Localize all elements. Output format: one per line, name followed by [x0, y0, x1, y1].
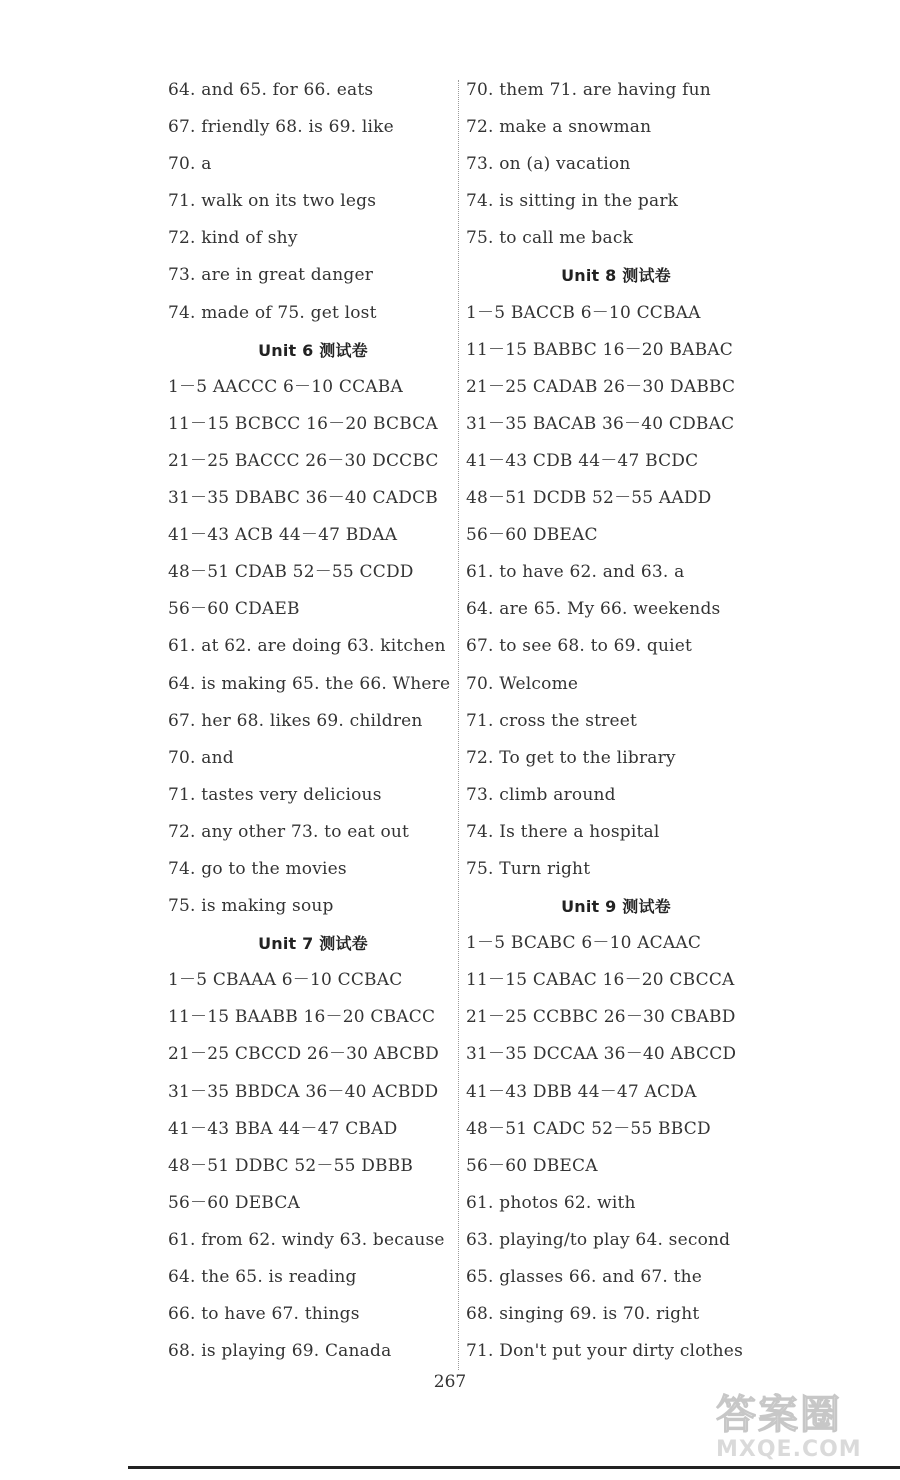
answer-line: 73. on (a) vacation — [466, 154, 631, 175]
answer-line: 75. is making soup — [168, 896, 334, 917]
answer-line: 11－15 CABAC 16－20 CBCCA — [466, 970, 735, 991]
answer-line: 67. friendly 68. is 69. like — [168, 117, 394, 138]
answer-line: 64. and 65. for 66. eats — [168, 80, 374, 100]
answer-line: 74. Is there a hospital — [466, 821, 660, 842]
answer-line: 73. are in great danger — [168, 265, 374, 286]
answer-line: 1－5 CBAAA 6－10 CCBAC — [168, 970, 403, 991]
answer-line: 68. singing 69. is 70. right — [466, 1304, 700, 1325]
answer-line: 64. the 65. is reading — [168, 1267, 357, 1287]
answer-line: 61. to have 62. and 63. a — [466, 562, 685, 583]
answer-line: 63. playing/to play 64. second — [466, 1229, 731, 1250]
answer-line: 73. climb around — [466, 784, 616, 805]
answer-line: 67. her 68. likes 69. children — [168, 710, 423, 731]
answer-line: 31－35 BACAB 36－40 CDBAC — [466, 413, 735, 434]
answer-line: 71. walk on its two legs — [168, 191, 377, 212]
answer-line: 67. to see 68. to 69. quiet — [466, 636, 693, 657]
watermark-top-text: 答案圈 — [716, 1392, 842, 1438]
answer-line: 41－43 BBA 44－47 CBAD — [168, 1118, 398, 1139]
answer-line: 75. Turn right — [466, 858, 591, 879]
answer-line: 74. made of 75. get lost — [168, 302, 377, 323]
answer-line: 41－43 ACB 44－47 BDAA — [168, 525, 398, 546]
answer-line: 71. Don't put your dirty clothes — [466, 1341, 743, 1362]
right-column — [466, 72, 766, 1370]
answer-line: 72. kind of shy — [168, 228, 298, 249]
answer-line: 74. is sitting in the park — [466, 191, 679, 212]
unit-heading: Unit 6 测试卷 — [258, 340, 368, 360]
answer-line: 66. to have 67. things — [168, 1304, 360, 1325]
answer-line: 56－60 DEBCA — [168, 1192, 300, 1213]
answer-line: 64. are 65. My 66. weekends — [466, 599, 721, 620]
answer-line: 56－60 DBEAC — [466, 525, 598, 546]
answer-line: 64. is making 65. the 66. Where — [168, 673, 451, 694]
answer-line: 56－60 CDAEB — [168, 599, 300, 620]
answer-line: 56－60 DBECA — [466, 1155, 598, 1176]
answer-line: 1－5 BACCB 6－10 CCBAA — [466, 302, 701, 323]
answer-line: 71. cross the street — [466, 710, 638, 731]
unit-heading: Unit 7 测试卷 — [258, 934, 368, 954]
answer-line: 61. at 62. are doing 63. kitchen — [168, 636, 446, 657]
answer-line: 48－51 CDAB 52－55 CCDD — [168, 562, 414, 583]
column-divider — [458, 80, 459, 1370]
answer-line: 31－35 BBDCA 36－40 ACBDD — [168, 1081, 439, 1102]
answer-line: 61. from 62. windy 63. because — [168, 1229, 445, 1250]
answer-line: 70. a — [168, 154, 212, 175]
answer-line: 70. and — [168, 747, 234, 768]
answer-line: 21－25 CCBBC 26－30 CBABD — [466, 1007, 736, 1028]
answer-line: 31－35 DBABC 36－40 CADCB — [168, 488, 438, 509]
answer-line: 48－51 DCDB 52－55 AADD — [466, 488, 712, 509]
answer-line: 41－43 DBB 44－47 ACDA — [466, 1081, 697, 1102]
answer-line: 21－25 BACCC 26－30 DCCBC — [168, 450, 439, 471]
answer-line: 75. to call me back — [466, 228, 634, 249]
answer-line: 72. any other 73. to eat out — [168, 821, 410, 842]
answer-line: 72. make a snowman — [466, 117, 652, 138]
unit-heading: Unit 9 测试卷 — [561, 897, 671, 917]
answer-line: 21－25 CBCCD 26－30 ABCBD — [168, 1044, 440, 1065]
answer-line: 11－15 BABBC 16－20 BABAC — [466, 339, 733, 360]
answer-line: 21－25 CADAB 26－30 DABBC — [466, 376, 736, 397]
watermark-bottom-text: MXQE.COM — [716, 1437, 862, 1462]
watermark-logo — [716, 1392, 886, 1472]
answer-line: 68. is playing 69. Canada — [168, 1341, 392, 1362]
answer-line: 70. Welcome — [466, 673, 579, 694]
answer-line: 41－43 CDB 44－47 BCDC — [466, 450, 699, 471]
answer-line: 11－15 BAABB 16－20 CBACC — [168, 1007, 436, 1028]
answer-line: 74. go to the movies — [168, 858, 347, 879]
answer-line: 31－35 DCCAA 36－40 ABCCD — [466, 1044, 737, 1065]
answer-line: 61. photos 62. with — [466, 1192, 636, 1213]
answer-line: 71. tastes very delicious — [168, 784, 382, 805]
answer-line: 48－51 DDBC 52－55 DBBB — [168, 1155, 414, 1176]
answer-line: 11－15 BCBCC 16－20 BCBCA — [168, 413, 438, 434]
answer-line: 1－5 AACCC 6－10 CCABA — [168, 376, 403, 397]
answer-line: 48－51 CADC 52－55 BBCD — [466, 1118, 711, 1139]
unit-heading: Unit 8 测试卷 — [561, 266, 671, 286]
answer-line: 1－5 BCABC 6－10 ACAAC — [466, 933, 702, 954]
left-column — [168, 72, 458, 1370]
answer-line: 70. them 71. are having fun — [466, 80, 711, 100]
answer-line: 65. glasses 66. and 67. the — [466, 1267, 703, 1287]
answer-line: 72. To get to the library — [466, 747, 676, 768]
page-number: 267 — [433, 1372, 467, 1392]
